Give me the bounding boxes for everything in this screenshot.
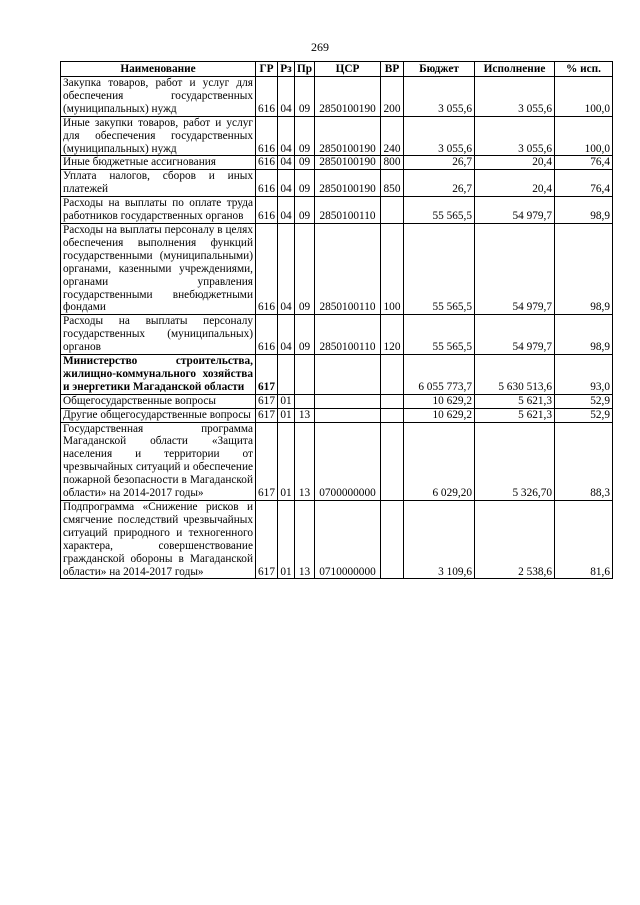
cell-vr: 800 [381, 156, 404, 170]
cell-vr: 200 [381, 77, 404, 117]
cell-pr: 13 [295, 408, 315, 422]
cell-csr: 2850100110 [315, 197, 381, 224]
table-row [61, 156, 613, 170]
header-pct: % исп. [555, 62, 613, 77]
cell-rz [278, 355, 295, 395]
table-row [61, 501, 613, 579]
cell-csr: 2850100190 [315, 170, 381, 197]
cell-vr [381, 197, 404, 224]
cell-execution: 54 979,7 [475, 223, 555, 314]
cell-execution: 54 979,7 [475, 315, 555, 355]
cell-pr: 09 [295, 116, 315, 156]
cell-budget: 6 055 773,7 [404, 355, 475, 395]
table-body [61, 77, 613, 579]
cell-pct: 98,9 [555, 197, 613, 224]
cell-pr [295, 355, 315, 395]
cell-pr: 09 [295, 170, 315, 197]
cell-rz: 04 [278, 315, 295, 355]
cell-execution: 3 055,6 [475, 116, 555, 156]
cell-execution: 2 538,6 [475, 501, 555, 579]
cell-vr [381, 408, 404, 422]
cell-rz: 01 [278, 394, 295, 408]
cell-rz: 04 [278, 197, 295, 224]
cell-pr: 13 [295, 422, 315, 500]
cell-csr: 0710000000 [315, 501, 381, 579]
cell-pct: 81,6 [555, 501, 613, 579]
table-row [61, 355, 613, 395]
cell-name: Расходы на выплаты персоналу государственных (муниципальных) органов [61, 315, 256, 355]
cell-execution: 54 979,7 [475, 197, 555, 224]
cell-csr [315, 408, 381, 422]
cell-rz: 04 [278, 156, 295, 170]
cell-gr: 616 [256, 170, 278, 197]
page-number: 269 [311, 40, 329, 54]
cell-budget: 10 629,2 [404, 394, 475, 408]
cell-budget: 3 055,6 [404, 116, 475, 156]
cell-gr: 616 [256, 77, 278, 117]
cell-pct: 76,4 [555, 170, 613, 197]
table-row [61, 223, 613, 314]
cell-budget: 55 565,5 [404, 197, 475, 224]
header-rz: Рз [278, 62, 295, 77]
header-csr: ЦСР [315, 62, 381, 77]
header-name: Наименование [61, 62, 256, 77]
table-row [61, 422, 613, 500]
cell-gr: 616 [256, 223, 278, 314]
cell-pct: 88,3 [555, 422, 613, 500]
cell-pct: 52,9 [555, 394, 613, 408]
cell-name: Другие общегосударственные вопросы [61, 408, 256, 422]
cell-budget: 26,7 [404, 170, 475, 197]
table-row [61, 394, 613, 408]
cell-csr [315, 355, 381, 395]
header-budget: Бюджет [404, 62, 475, 77]
cell-csr: 2850100190 [315, 156, 381, 170]
cell-vr [381, 355, 404, 395]
budget-table [60, 61, 613, 579]
table-row [61, 77, 613, 117]
cell-vr: 120 [381, 315, 404, 355]
table-row [61, 315, 613, 355]
cell-budget: 6 029,20 [404, 422, 475, 500]
cell-pr: 09 [295, 156, 315, 170]
cell-execution: 20,4 [475, 170, 555, 197]
cell-gr: 617 [256, 501, 278, 579]
cell-pct: 52,9 [555, 408, 613, 422]
cell-gr: 617 [256, 408, 278, 422]
cell-rz: 01 [278, 422, 295, 500]
cell-rz: 04 [278, 170, 295, 197]
cell-pr: 09 [295, 315, 315, 355]
cell-name: Расходы на выплаты персоналу в целях обеспечения выполнения функций государственными (муниципальными) органами, казенными учреждениями, органами управления государственными внебюджетными фондами [61, 223, 256, 314]
cell-name: Государственная программа Магаданской области «Защита населения и территории от чрезвычайных ситуаций и обеспечение пожарной безопасности в Магаданской области» на 2014-2017 годы» [61, 422, 256, 500]
cell-pct: 93,0 [555, 355, 613, 395]
cell-pr: 13 [295, 501, 315, 579]
cell-csr: 2850100110 [315, 315, 381, 355]
cell-execution: 5 326,70 [475, 422, 555, 500]
cell-name: Подпрограмма «Снижение рисков и смягчение последствий чрезвычайных ситуаций природного и техногенного характера, совершенствование гражданской обороны в Магаданской области» на 2014-2017 годы» [61, 501, 256, 579]
cell-rz: 04 [278, 223, 295, 314]
cell-rz: 04 [278, 116, 295, 156]
cell-budget: 3 055,6 [404, 77, 475, 117]
header-execution: Исполнение [475, 62, 555, 77]
cell-vr: 100 [381, 223, 404, 314]
cell-rz: 01 [278, 501, 295, 579]
cell-gr: 616 [256, 156, 278, 170]
cell-gr: 617 [256, 422, 278, 500]
cell-budget: 55 565,5 [404, 223, 475, 314]
cell-name: Уплата налогов, сборов и иных платежей [61, 170, 256, 197]
table-row [61, 170, 613, 197]
cell-execution: 5 621,3 [475, 394, 555, 408]
cell-vr: 850 [381, 170, 404, 197]
cell-execution: 5 621,3 [475, 408, 555, 422]
cell-budget: 10 629,2 [404, 408, 475, 422]
cell-pct: 100,0 [555, 77, 613, 117]
cell-gr: 616 [256, 197, 278, 224]
table-row [61, 408, 613, 422]
cell-budget: 3 109,6 [404, 501, 475, 579]
cell-name: Закупка товаров, работ и услуг для обеспечения государственных (муниципальных) нужд [61, 77, 256, 117]
cell-pr [295, 394, 315, 408]
cell-gr: 617 [256, 355, 278, 395]
cell-pr: 09 [295, 197, 315, 224]
table-row [61, 116, 613, 156]
cell-pr: 09 [295, 223, 315, 314]
cell-vr: 240 [381, 116, 404, 156]
cell-name: Иные бюджетные ассигнования [61, 156, 256, 170]
cell-gr: 616 [256, 315, 278, 355]
cell-vr [381, 394, 404, 408]
cell-rz: 04 [278, 77, 295, 117]
cell-csr: 2850100110 [315, 223, 381, 314]
cell-name: Иные закупки товаров, работ и услуг для обеспечения государственных (муниципальных) нужд [61, 116, 256, 156]
cell-pr: 09 [295, 77, 315, 117]
cell-execution: 5 630 513,6 [475, 355, 555, 395]
table-row [61, 197, 613, 224]
cell-csr: 2850100190 [315, 116, 381, 156]
cell-name: Министерство строительства, жилищно-коммунального хозяйства и энергетики Магаданской области [61, 355, 256, 395]
cell-pct: 76,4 [555, 156, 613, 170]
header-pr: Пр [295, 62, 315, 77]
cell-execution: 20,4 [475, 156, 555, 170]
cell-name: Расходы на выплаты по оплате труда работников государственных органов [61, 197, 256, 224]
cell-csr: 0700000000 [315, 422, 381, 500]
cell-pct: 100,0 [555, 116, 613, 156]
header-vr: ВР [381, 62, 404, 77]
cell-rz: 01 [278, 408, 295, 422]
cell-csr: 2850100190 [315, 77, 381, 117]
cell-budget: 55 565,5 [404, 315, 475, 355]
cell-csr [315, 394, 381, 408]
cell-pct: 98,9 [555, 315, 613, 355]
table-header-row [61, 62, 613, 77]
cell-gr: 616 [256, 116, 278, 156]
cell-pct: 98,9 [555, 223, 613, 314]
cell-execution: 3 055,6 [475, 77, 555, 117]
cell-gr: 617 [256, 394, 278, 408]
header-gr: ГР [256, 62, 278, 77]
cell-vr [381, 501, 404, 579]
cell-name: Общегосударственные вопросы [61, 394, 256, 408]
cell-budget: 26,7 [404, 156, 475, 170]
cell-vr [381, 422, 404, 500]
